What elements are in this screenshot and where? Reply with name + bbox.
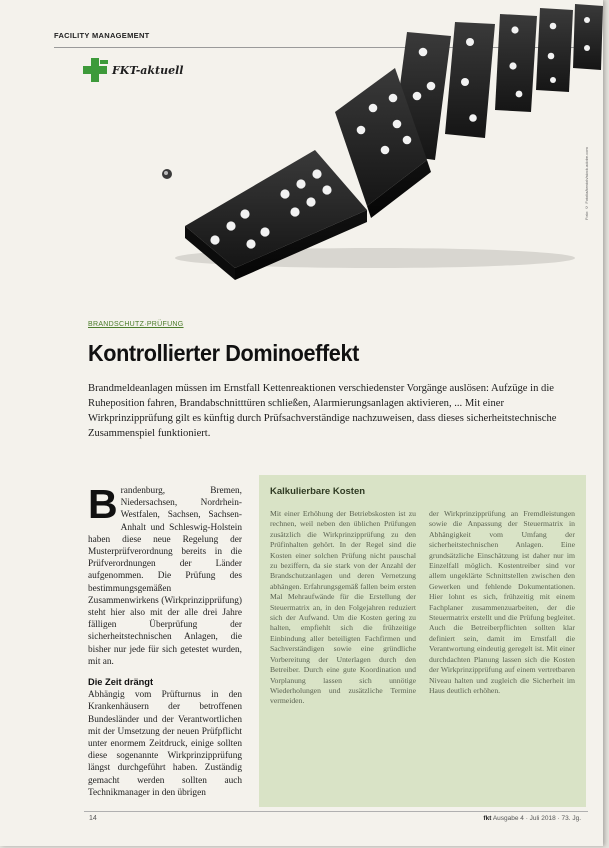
- dominoes-photo: [135, 0, 605, 290]
- drop-cap: B: [88, 481, 118, 527]
- info-box-column-1: Mit einer Erhöhung der Betriebskosten ist zu rechnen, weil neben den üblichen Prüfungen zusätzlich die Wirkprinzipprüfung zu den Prüfinhalten gehört. In der Regel sind die Kosten einer solchen Prüfung nicht pauschal zu beziffern, da sie stark von der Anzahl der Brandschutzanlagen und deren Vernetzung abhängen. Erfahrungsgemäß fallen beim ersten Mal Mehraufwände für die Erstellung der Steuermatrix an, in den Folgejahren reduziert sich der Aufwand. Um die Kosten gering zu halten, empfiehlt sich die frühzeitige Einbindung aller beteiligten Fachfirmen und Sachverständigen sowie eine gründliche Vorbereitung der Unterlagen durch den Betreiber. Durch eine gute Koordination und Vorplanung lassen sich unnötige Wiederholungen und zusätzliche Termine vermeiden.: [270, 509, 416, 706]
- standing-dominoes: [391, 4, 603, 160]
- article-title: Kontrollierter Dominoeffekt: [88, 340, 359, 366]
- body-paragraph-1: randenburg, Bremen, Niedersachsen, Nordrhein-Westfalen, Sachsen, Sachsen-Anhalt und Schleswig-Holstein haben diese neue Regelung der Musterprüfverordnung bereits in die Prüfverordnungen der Länder aufgenommen. Die Prüfung des bestimmungsgemäßen Zusammenwirkens (Wirkprinzipprüfung) steht hier also mit der alle drei Jahre fälligen Überprüfung der sicherheitstechnischen Anlagen, die bisher nur jede für sich getestet wurden, mit an.: [88, 486, 242, 667]
- photo-credit: Foto: © Fotolia/kentoh/stock.adobe.com: [584, 147, 589, 220]
- footer-issue-text: Ausgabe 4 · Juli 2018 · 73. Jg.: [492, 815, 581, 822]
- footer-issue: [483, 815, 581, 822]
- article-lead: Brandmeldeanlagen müssen im Ernstfall Kettenreaktionen verschiedenster Vorgänge auslösen: Aufzüge in die Ruheposition fahren, Brandabschnitttüren schließen, Alarmierungsanlagen aktivieren, ... Mit einer Wirkprinzipprüfung gilt es künftig durch Prüfsachverständige nachzuweisen, dass dieses sicherheitstechnische Zusammenspiel funktioniert.: [88, 383, 557, 439]
- info-box-column-2: der Wirkprinzipprüfung an Fremdleistungen sowie die Anpassung der Steuermatrix in Abhängigkeit vom Umfang der sicherheitstechnischen Anlagen. Eine grundsätzliche Einschätzung ist daher nur im Einzelfall möglich. Kostentreiber sind vor allem ungeklärte Schnittstellen zwischen den Gewerken und fehlende Dokumentationen. Hier lohnt es sich, frühzeitig mit einem Fachplaner zusammenzuarbeiten, der die Steuermatrix erstellt und die Prüfung begleitet. Auch die Betreiberpflichten sollten klar definiert sein, damit im Ernstfall die Verantwortung eindeutig geregelt ist. Mit einer durchdachten Planung lassen sich die Kosten der Wirkprinzipprüfung auf einem vertretbaren Niveau halten und zugleich die Sicherheit im Haus deutlich erhöhen.: [429, 509, 575, 695]
- info-box: [259, 475, 586, 807]
- info-box-title: Kalkulierbare Kosten: [270, 486, 366, 497]
- body-paragraph-2: Abhängig vom Prüfturnus in den Krankenhäusern der betroffenen Bundesländer und der Verantwortlichen mit der Umsetzung der neuen Prüfpflicht unter enormem Zeitdruck, einige sollten diese sogenannte Wirkprinzipprüfung längst durchgeführt haben. Zuständig gemacht werden sollten auch Technikmanager in den übrigen: [88, 690, 242, 798]
- article-body-column: [88, 481, 242, 799]
- logo-text: FKT-aktuell: [112, 64, 184, 77]
- article-kicker: BRANDSCHUTZ·PRÜFUNG: [88, 321, 184, 328]
- page-number: 14: [89, 815, 97, 822]
- article-subheading: Die Zeit drängt: [88, 677, 154, 688]
- section-label: FACILITY MANAGEMENT: [54, 31, 150, 40]
- green-cross-icon: [82, 57, 112, 83]
- footer-rule: [84, 811, 588, 812]
- footer-brand: fkt: [483, 815, 492, 822]
